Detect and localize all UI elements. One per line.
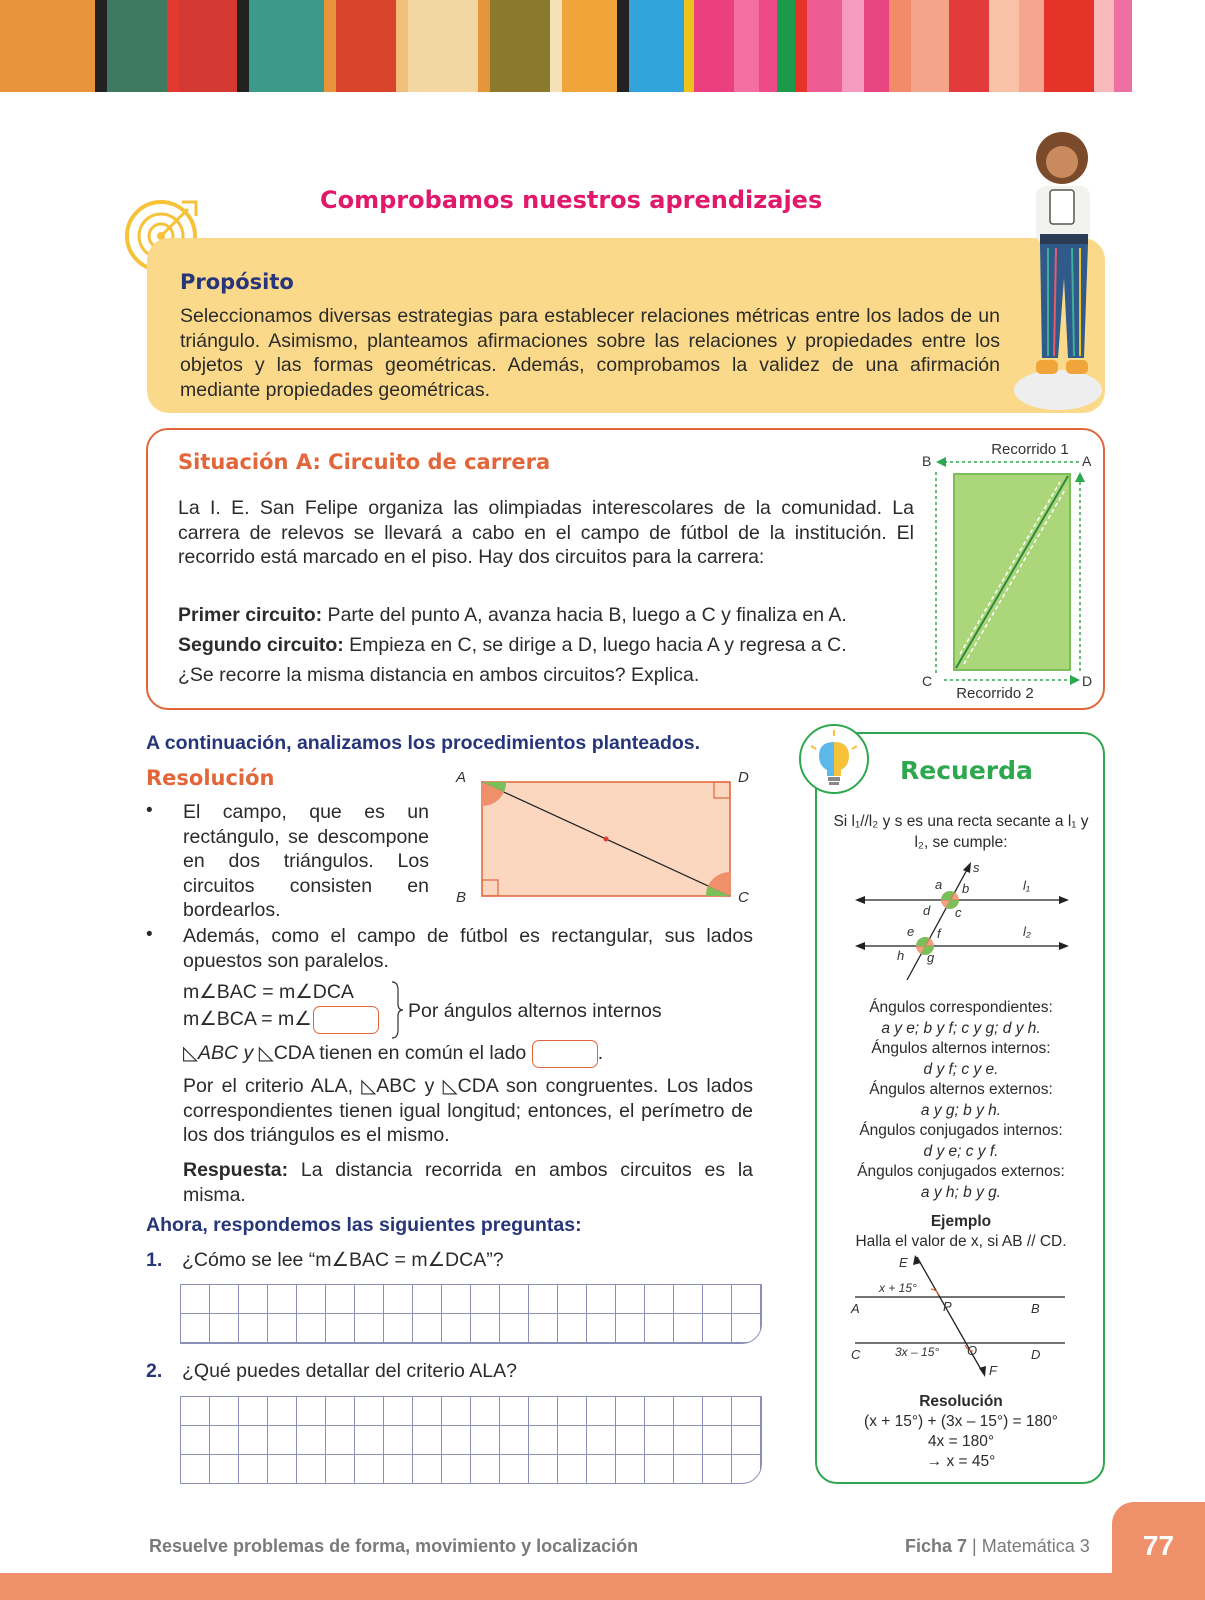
first-circuit xyxy=(178,603,847,628)
example-bottom-angle: 3x – 15° xyxy=(895,1345,940,1359)
field-label-c: C xyxy=(922,673,933,689)
angle-label-b: b xyxy=(962,881,970,896)
angle-answer-blank[interactable] xyxy=(313,1006,379,1034)
footer-ficha-number: Ficha 7 xyxy=(905,1536,968,1556)
situation-title: Situación A: Circuito de carrera xyxy=(178,450,551,474)
example-top-angle: x + 15° xyxy=(879,1281,917,1295)
resolution-line-2: 4x = 180° xyxy=(927,1433,995,1450)
footer-subject: Matemática 3 xyxy=(981,1536,1090,1556)
question-2-text: ¿Qué puedes detallar del criterio ALA? xyxy=(182,1360,517,1382)
example-text: Halla el valor de x, si AB // CD. xyxy=(855,1233,1067,1250)
corresponding-title: Ángulos correspondientes: xyxy=(869,999,1053,1016)
question-2 xyxy=(146,1360,517,1383)
second-circuit-label: Segundo circuito: xyxy=(178,634,344,656)
common-side-text-1: ABC y xyxy=(198,1042,259,1065)
brace-icon xyxy=(390,980,404,1040)
resolution-line-1: (x + 15°) + (3x – 15°) = 180° xyxy=(864,1413,1058,1430)
answer-text: La distancia recorrida en ambos circuitos es la misma. xyxy=(183,1159,753,1206)
alt-external-pairs: a y g; b y h. xyxy=(920,1101,1002,1119)
common-side-blank[interactable] xyxy=(532,1040,598,1068)
first-circuit-label: Primer circuito: xyxy=(178,604,323,626)
triangle-icon: ◺ xyxy=(183,1042,198,1065)
rect-label-a: A xyxy=(456,769,467,786)
answer-grid-1[interactable] xyxy=(180,1284,762,1344)
rectangle-diagram xyxy=(456,769,760,910)
soccer-field-diagram xyxy=(920,442,1095,700)
question-1-text: ¿Cómo se lee “m∠BAC = m∠DCA”? xyxy=(182,1249,504,1271)
page-title: Comprobamos nuestros aprendizajes xyxy=(320,186,823,214)
field-label-d: D xyxy=(1082,673,1093,689)
field-label-a: A xyxy=(1082,453,1092,469)
footer-bar xyxy=(0,1573,1205,1600)
recuerda-intro: Si l₁//l₂ y s es una recta secante a l₁ y l₂, se cumple: xyxy=(833,813,1089,851)
angle-label-g: g xyxy=(927,950,935,965)
question-2-number: 2. xyxy=(146,1360,163,1382)
footer-separator: | xyxy=(967,1536,982,1556)
conj-external-pairs: a y h; b y g. xyxy=(920,1183,1002,1201)
example-title: Ejemplo xyxy=(930,1213,992,1230)
answer-label: Respuesta: xyxy=(183,1159,289,1181)
rect-label-b: B xyxy=(456,889,467,906)
example-label-a: A xyxy=(851,1301,860,1316)
common-side-line: ◺ABC y ◺CDA tienen en común el lado . xyxy=(183,1040,603,1068)
second-circuit xyxy=(178,633,847,658)
answer-line xyxy=(183,1158,753,1207)
example-label-o: O xyxy=(967,1343,978,1358)
example-resolution-title: Resolución xyxy=(919,1393,1003,1410)
equation-2-text: m∠BCA = m∠ xyxy=(183,1008,312,1031)
field-label-b: B xyxy=(922,453,932,469)
example-label-p: P xyxy=(943,1299,952,1314)
ala-explanation: Por el criterio ALA, ◺ABC y ◺CDA son congruentes. Los lados correspondientes tienen igual longitud; entonces, el perímetro de los dos triángulos es el mismo. xyxy=(183,1075,753,1146)
alt-internal-pairs: d y f; c y e. xyxy=(923,1060,999,1078)
example-label-b: B xyxy=(1031,1301,1040,1316)
student-illustration xyxy=(1010,128,1120,418)
first-circuit-text: Parte del punto A, avanza hacia B, luego a C y finaliza en A. xyxy=(322,604,847,626)
purpose-text: Seleccionamos diversas estrategias para establecer relaciones métricas entre los lados de un triángulo. Asimismo, planteamos afirmaciones sobre las relaciones y propiedades entre los objetos y las formas geométricas. Además, comprobamos la validez de una afirmación mediante propiedades geométricas. xyxy=(180,305,1000,401)
angle-label-a: a xyxy=(935,877,943,892)
bullet-2-text: Además, como el campo de fútbol es rectangular, sus lados opuestos son paralelos. xyxy=(183,925,753,972)
alt-external-title: Ángulos alternos externos: xyxy=(869,1081,1053,1098)
line-label-l1: l₁ xyxy=(1023,878,1030,893)
alt-internal-title: Ángulos alternos internos: xyxy=(871,1040,1051,1057)
purpose-heading: Propósito xyxy=(180,270,294,294)
conj-internal-pairs: d y e; c y f. xyxy=(923,1142,999,1160)
footer-ficha xyxy=(905,1536,1090,1557)
parallel-lines-diagram xyxy=(855,860,1075,985)
question-1-number: 1. xyxy=(146,1249,163,1271)
bullet-dot: • xyxy=(146,800,153,821)
corresponding-pairs: a y e; b y f; c y g; d y h. xyxy=(881,1019,1041,1037)
header-pattern-band xyxy=(0,0,1205,92)
conj-internal-title: Ángulos conjugados internos: xyxy=(859,1122,1063,1139)
resolution-heading: Resolución xyxy=(146,766,275,790)
alternate-angles-label: Por ángulos alternos internos xyxy=(408,1000,662,1022)
line-label-l2: l₂ xyxy=(1023,924,1031,939)
bullet-dot: • xyxy=(146,924,153,945)
angle-types-list xyxy=(825,998,1097,1203)
angle-label-h: h xyxy=(897,948,905,963)
page-number: 77 xyxy=(1142,1530,1175,1561)
example-label-f: F xyxy=(989,1363,997,1378)
example-diagram xyxy=(851,1255,1075,1380)
example-label-d: D xyxy=(1031,1347,1041,1362)
route1-label: Recorrido 1 xyxy=(991,441,1069,458)
angle-label-c: c xyxy=(955,905,962,920)
equation-2 xyxy=(183,1006,379,1034)
angle-label-e: e xyxy=(907,924,915,939)
resolution-line-3: → x = 45° xyxy=(926,1453,996,1470)
questions-intro: Ahora, respondemos las siguientes preguntas: xyxy=(146,1214,582,1236)
footer-competency: Resuelve problemas de forma, movimiento y localización xyxy=(149,1536,639,1556)
second-circuit-text: Empieza en C, se dirige a D, luego hacia A y regresa a C. xyxy=(343,634,847,656)
answer-grid-2[interactable] xyxy=(180,1396,762,1484)
triangle-icon: ◺ xyxy=(258,1042,274,1065)
route2-label: Recorrido 2 xyxy=(956,685,1034,702)
angle-label-d: d xyxy=(923,903,931,918)
angle-label-f: f xyxy=(937,926,941,941)
common-side-text-2: CDA tienen en común el lado xyxy=(273,1042,532,1065)
recuerda-heading: Recuerda xyxy=(900,756,1033,785)
line-label-s: s xyxy=(973,860,980,875)
rect-label-d: D xyxy=(738,769,749,786)
lightbulb-brain-icon xyxy=(797,722,871,796)
example-label-e: E xyxy=(899,1255,908,1270)
situation-question: ¿Se recorre la misma distancia en ambos circuitos? Explica. xyxy=(178,664,700,686)
analysis-intro: A continuación, analizamos los procedimientos planteados. xyxy=(146,732,701,754)
bullet-1-text: El campo, que es un rectángulo, se descompone en dos triángulos. Los circuitos consisten en bordearlos. xyxy=(183,801,429,921)
rect-label-c: C xyxy=(738,889,749,906)
conj-external-title: Ángulos conjugados externos: xyxy=(857,1163,1065,1180)
question-1 xyxy=(146,1248,504,1272)
situation-intro: La I. E. San Felipe organiza las olimpiadas interescolares de la comunidad. La carrera de relevos se llevará a cabo en el campo de fútbol de la institución. El recorrido está marcado en el piso. Hay dos circuitos para la carrera: xyxy=(178,497,914,568)
example-label-c: C xyxy=(851,1347,861,1362)
equation-1: m∠BAC = m∠DCA xyxy=(183,981,354,1003)
